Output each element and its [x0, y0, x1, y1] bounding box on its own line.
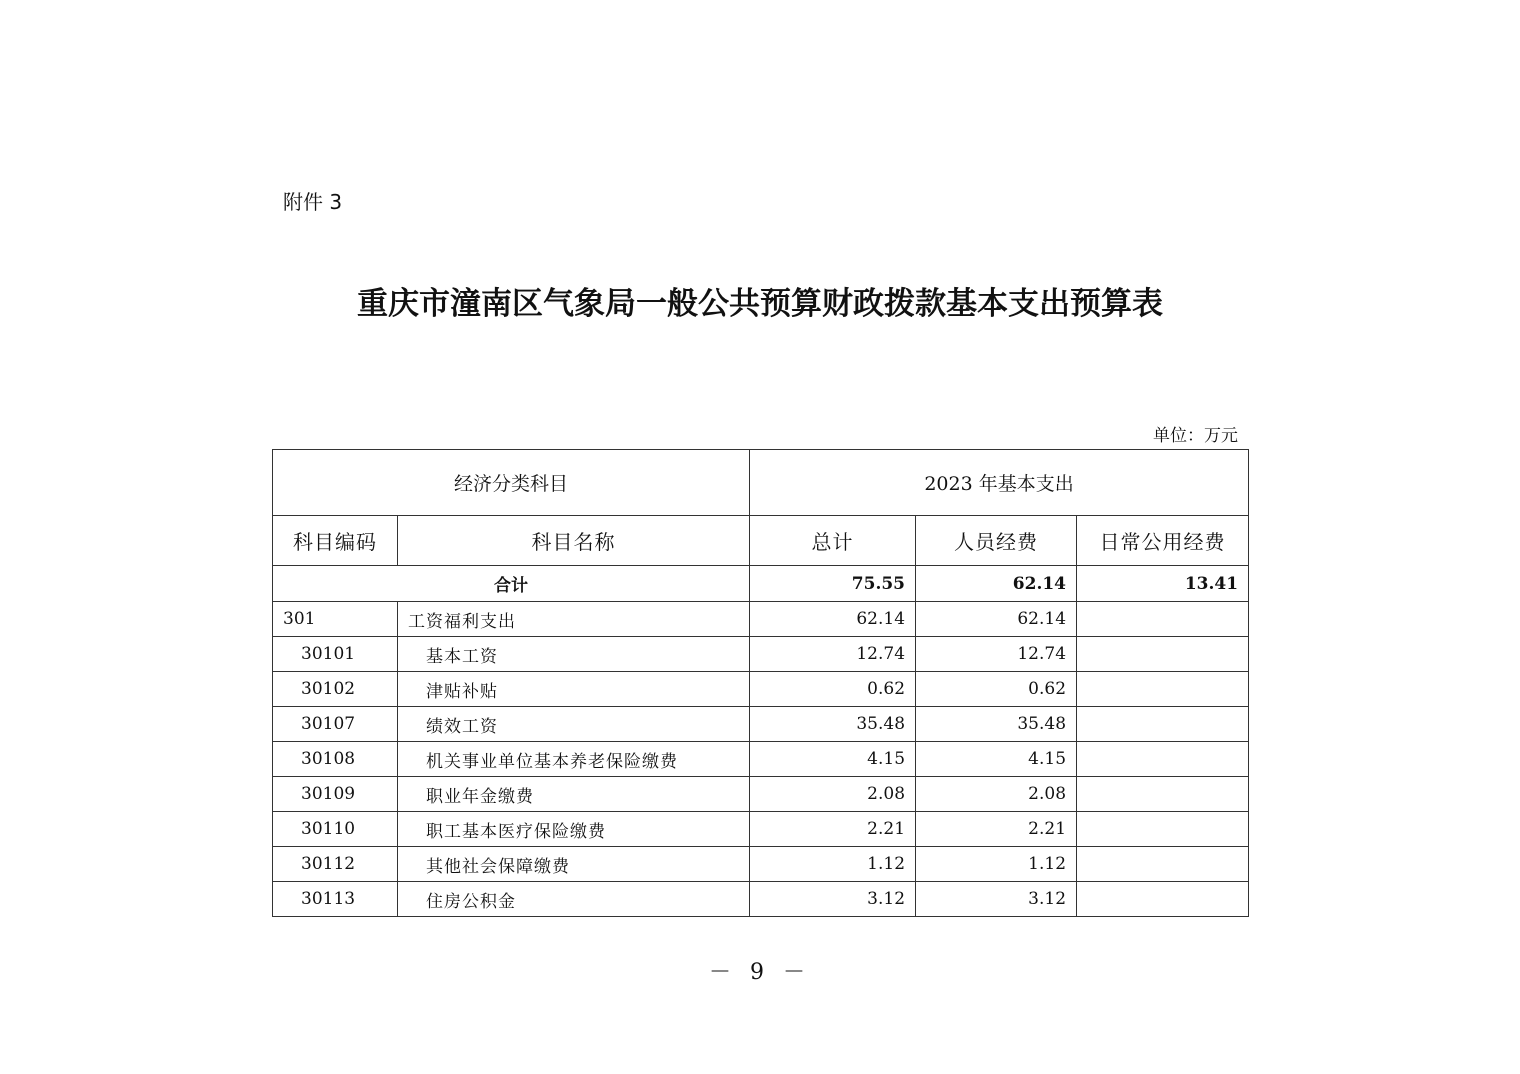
total-label: 合计 — [273, 566, 750, 602]
attachment-label: 附件 3 — [283, 190, 343, 214]
row-personnel: 62.14 — [916, 602, 1077, 637]
row-personnel: 3.12 — [916, 882, 1077, 917]
row-total: 62.14 — [750, 602, 916, 637]
row-name: 津贴补贴 — [398, 672, 750, 707]
table-row — [273, 847, 1249, 882]
table-row — [273, 637, 1249, 672]
row-total: 12.74 — [750, 637, 916, 672]
header-year-expense: 2023 年基本支出 — [750, 450, 1249, 516]
row-code: 30113 — [273, 882, 398, 917]
row-personnel: 1.12 — [916, 847, 1077, 882]
row-total: 2.21 — [750, 812, 916, 847]
header-code: 科目编码 — [273, 516, 398, 566]
table-row — [273, 672, 1249, 707]
row-personnel: 2.21 — [916, 812, 1077, 847]
row-public — [1077, 602, 1249, 637]
header-category: 经济分类科目 — [273, 450, 750, 516]
table-row — [273, 777, 1249, 812]
row-public — [1077, 812, 1249, 847]
row-personnel: 2.08 — [916, 777, 1077, 812]
row-code: 30107 — [273, 707, 398, 742]
row-public — [1077, 847, 1249, 882]
row-code: 30102 — [273, 672, 398, 707]
row-personnel: 35.48 — [916, 707, 1077, 742]
row-public — [1077, 707, 1249, 742]
row-name: 住房公积金 — [398, 882, 750, 917]
header-personnel: 人员经费 — [916, 516, 1077, 566]
table-column-header-row — [273, 516, 1249, 566]
header-total: 总计 — [750, 516, 916, 566]
row-code: 30112 — [273, 847, 398, 882]
row-total: 3.12 — [750, 882, 916, 917]
row-code: 30108 — [273, 742, 398, 777]
row-name: 工资福利支出 — [398, 602, 750, 637]
row-personnel: 4.15 — [916, 742, 1077, 777]
page-title: 重庆市潼南区气象局一般公共预算财政拨款基本支出预算表 — [357, 286, 1163, 322]
header-public: 日常公用经费 — [1077, 516, 1249, 566]
table-row — [273, 742, 1249, 777]
budget-table — [272, 449, 1249, 917]
header-name: 科目名称 — [398, 516, 750, 566]
total-public: 13.41 — [1077, 566, 1249, 602]
row-total: 4.15 — [750, 742, 916, 777]
total-row — [273, 566, 1249, 602]
row-personnel: 0.62 — [916, 672, 1077, 707]
row-name: 职工基本医疗保险缴费 — [398, 812, 750, 847]
row-public — [1077, 672, 1249, 707]
row-personnel: 12.74 — [916, 637, 1077, 672]
row-name: 其他社会保障缴费 — [398, 847, 750, 882]
table-row — [273, 812, 1249, 847]
row-total: 35.48 — [750, 707, 916, 742]
row-name: 绩效工资 — [398, 707, 750, 742]
table-row — [273, 882, 1249, 917]
row-public — [1077, 882, 1249, 917]
table-row — [273, 602, 1249, 637]
row-total: 0.62 — [750, 672, 916, 707]
row-code: 30101 — [273, 637, 398, 672]
row-public — [1077, 637, 1249, 672]
row-code: 301 — [273, 602, 398, 637]
row-public — [1077, 777, 1249, 812]
total-personnel: 62.14 — [916, 566, 1077, 602]
row-public — [1077, 742, 1249, 777]
row-total: 2.08 — [750, 777, 916, 812]
table-group-header-row — [273, 450, 1249, 516]
unit-label: 单位：万元 — [1153, 426, 1238, 446]
page-number: － 9 － — [709, 960, 811, 985]
row-code: 30109 — [273, 777, 398, 812]
row-name: 基本工资 — [398, 637, 750, 672]
total-total: 75.55 — [750, 566, 916, 602]
row-total: 1.12 — [750, 847, 916, 882]
row-code: 30110 — [273, 812, 398, 847]
row-name: 机关事业单位基本养老保险缴费 — [398, 742, 750, 777]
table-row — [273, 707, 1249, 742]
row-name: 职业年金缴费 — [398, 777, 750, 812]
